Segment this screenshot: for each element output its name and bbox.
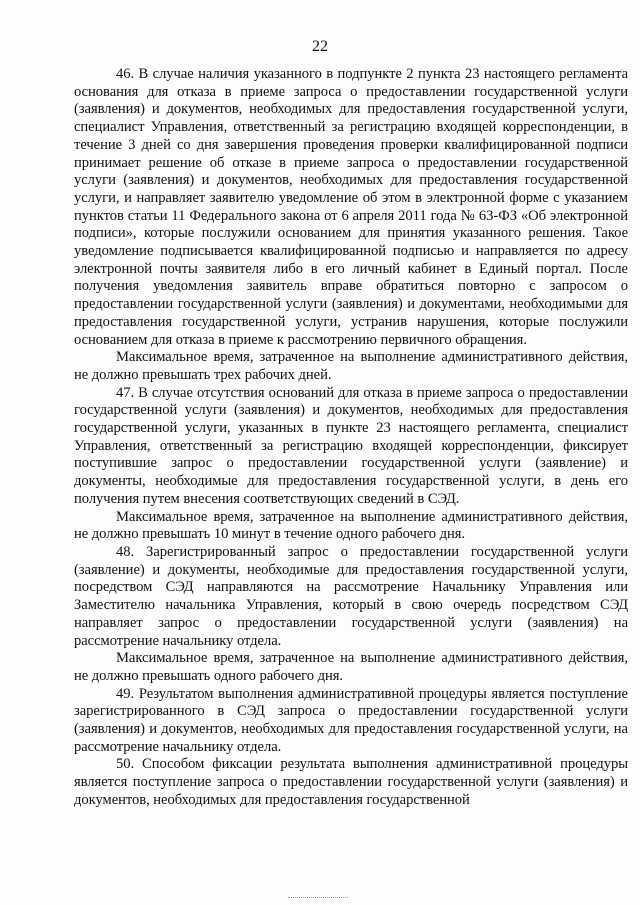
paragraph-47-max-time: Максимальное время, затраченное на выполнение административного действия, не должно превышать 10 минут в течение одного рабочего дня. xyxy=(74,508,628,543)
paragraph-46: 46. В случае наличия указанного в подпункте 2 пункта 23 настоящего регламента основания для отказа в приеме запроса о предоставлении государственной услуги (заявления) и документов, необходимых для предоставления государственной услуги, специалист Управления, ответственный за регистрацию входящей корреспонденции, в течение 3 дней со дня завершения проведения проверки квалифицированной подписи принимает решение об отказе в приеме запроса о предоставлении государственной услуги (заявления) и документов, необходимых для предоставления государственной услуги, и направляет заявителю уведомление об этом в электронной форме с указанием пунктов статьи 11 Федерального закона от 6 апреля 2011 года № 63-ФЗ «Об электронной подписи», которые послужили основанием для принятия указанного решения. Такое уведомление подписывается квалифицированной подписью и направляется по адресу электронной почты заявителя либо в его личный кабинет в Единый портал. После получения уведомления заявитель вправе обратиться повторно с запросом о предоставлении государственной услуги (заявления) и документами, необходимыми для предоставления государственной услуги, устранив нарушения, которые послужили основанием для отказа в приеме к рассмотрению первичного обращения. xyxy=(74,66,628,348)
paragraph-48-max-time: Максимальное время, затраченное на выполнение административного действия, не должно превышать одного рабочего дня. xyxy=(74,650,628,684)
paragraph-49: 49. Результатом выполнения административной процедуры является поступление зарегистрированного в СЭД запроса о предоставлении государственной услуги (заявления) и документов, необходимых для предоставления государственной услуги, на рассмотрение начальнику отдела. xyxy=(74,685,628,755)
document-body xyxy=(74,66,628,810)
page-number: 22 xyxy=(312,38,328,55)
paragraph-46-max-time: Максимальное время, затраченное на выполнение административного действия, не должно превышать трех рабочих дней. xyxy=(74,349,628,383)
paragraph-48: 48. Зарегистрированный запрос о предоставлении государственной услуги (заявление) и документы, необходимые для предоставления государственной услуги, посредством СЭД направляются на рассмотрение Начальнику Управления или Заместителю начальника Управления, который в свою очередь посредством СЭД направляет запрос о предоставлении государственной услуги (заявления) на рассмотрение начальнику отдела. xyxy=(74,543,628,649)
paragraph-47: 47. В случае отсутствия оснований для отказа в приеме запроса о предоставлении государственной услуги (заявления) и документов, необходимых для предоставления государственной услуги, указанных в пункте 23 настоящего регламента, специалист Управления, ответственный за регистрацию входящей корреспонденции, фиксирует поступившие запрос о предоставлении государственной услуги (заявление) и документы, необходимые для предоставления государственной услуги, в день его получения путем внесения соответствующих сведений в СЭД. xyxy=(74,384,628,507)
paragraph-50: 50. Способом фиксации результата выполнения административной процедуры является поступление запроса о предоставлении государственной услуги (заявления) и документов, необходимых для предоставления государственной xyxy=(74,756,628,808)
page-bottom-mark xyxy=(288,897,348,899)
